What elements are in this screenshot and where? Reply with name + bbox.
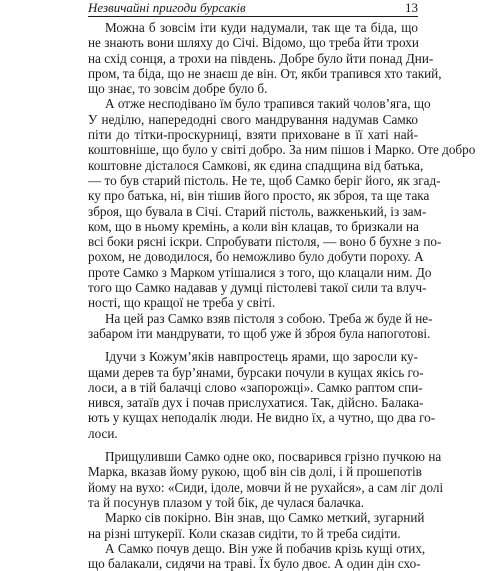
paragraph-gap — [88, 341, 418, 349]
text-line: того що Самко надавав у думці пістолеві такої сили та влуч- — [88, 280, 427, 296]
text-line: на схід сонця, а трохи на південь. Добре було йти понад Дни- — [88, 50, 434, 66]
text-line: — то був старий пістоль. Не те, щоб Самко беріг його, як згад- — [88, 172, 441, 188]
text-line: Марко сів покірно. Він знав, що Самко меткий, зугарний — [105, 510, 425, 526]
text-line: на різні штукерії. Коли сказав сидіти, то й треба сидіти. — [88, 525, 401, 541]
text-line: Прищуливши Самко одне око, посварився грізно пучкою на — [105, 449, 442, 465]
text-line: пром, та біда, що не знаєш де він. От, якби трапився хто такий, — [88, 65, 442, 81]
text-line: ку про батька, ні, він тішив його просто, як зброя, та ще така — [88, 188, 430, 204]
text-line: щами дерев та бурʼянами, бурсаки почули в кущах якісь го- — [88, 364, 424, 380]
text-line: проте Самко з Марком утішалися з того, що клацали ним. До — [88, 264, 432, 280]
text-line: забаром іти мандрувати, то щоб уже й зброя була напоготові. — [88, 325, 431, 341]
page-number: 13 — [405, 0, 418, 15]
text-line: зброя, що бувала в Січі. Старий пістоль, важкенький, із зам- — [88, 203, 427, 219]
text-line: ють у кущах неподалік люди. Не видно їх, а чутно, що два го- — [88, 410, 436, 426]
text-line: Можна б зовсім іти куди надумали, так ще та біда, що — [105, 20, 418, 35]
page-header — [88, 0, 418, 18]
text-line: У неділю, напередодні свого мандрування надумав Самко — [88, 111, 418, 127]
text-line: нився, затаїв дух і почав прислухатися. Так, дійсно. Балака- — [88, 395, 424, 411]
text-line: коштовне дісталося Самкові, як єдина спадщина від батька, — [88, 157, 424, 173]
text-line: На цей раз Самко взяв пістоля з собою. Треба ж буде й не- — [105, 310, 433, 326]
text-line: піти до тітки-проскурниці, взяти приховане в її хаті най- — [88, 127, 418, 143]
header-rule — [88, 16, 418, 17]
text-line: Ідучи з Кожумʼяків навпростець ярами, що заросли ку- — [105, 349, 418, 365]
text-line: лоси, а в тій балачці слово «запорожці». Самко раптом спи- — [88, 379, 423, 395]
text-line: та й посунув плазом у той бік, де чулася балачка. — [88, 494, 364, 510]
text-line: ком, що в ньому кремінь, а коли він клацав, то бризкали на — [88, 218, 419, 234]
text-line: не знають вони шляху до Січі. Відомо, що треба йти трохи — [88, 35, 419, 51]
text-line: ності, що кращої не треба у світі. — [88, 295, 276, 311]
text-line: всі боки рясні іскри. Спробувати пістоля, — воно б бухне з по- — [88, 234, 442, 250]
text-line: лоси. — [88, 425, 118, 441]
text-line: рохом, не доводилося, бо неможливо було добути пороху. А — [88, 249, 424, 265]
text-line: що знає, то зовсім добре було б. — [88, 81, 268, 97]
text-line: А Самко почув дещо. Він уже й побачив крізь кущі отих, — [105, 540, 426, 556]
paragraph-gap — [88, 441, 418, 449]
text-line: йому на вухо: «Сиди, ідоле, мовчи й не рухайся», а сам ліг долі — [88, 479, 444, 495]
running-title: Незвичайні пригоди бурсаків — [88, 0, 246, 15]
text-line: коштовніше, що було у світі добро. За ним пішов і Марко. Оте добро — [88, 142, 476, 158]
text-line: що балакали, сидячи на траві. Їх було двоє. А один дін схо- — [88, 556, 421, 571]
body-text — [88, 20, 476, 571]
text-line: А отже несподівано їм було трапився такий чоловʼяга, що — [105, 96, 431, 112]
text-line: Марка, вказав йому рукою, щоб він сів долі, і й прошепотів — [88, 464, 422, 480]
